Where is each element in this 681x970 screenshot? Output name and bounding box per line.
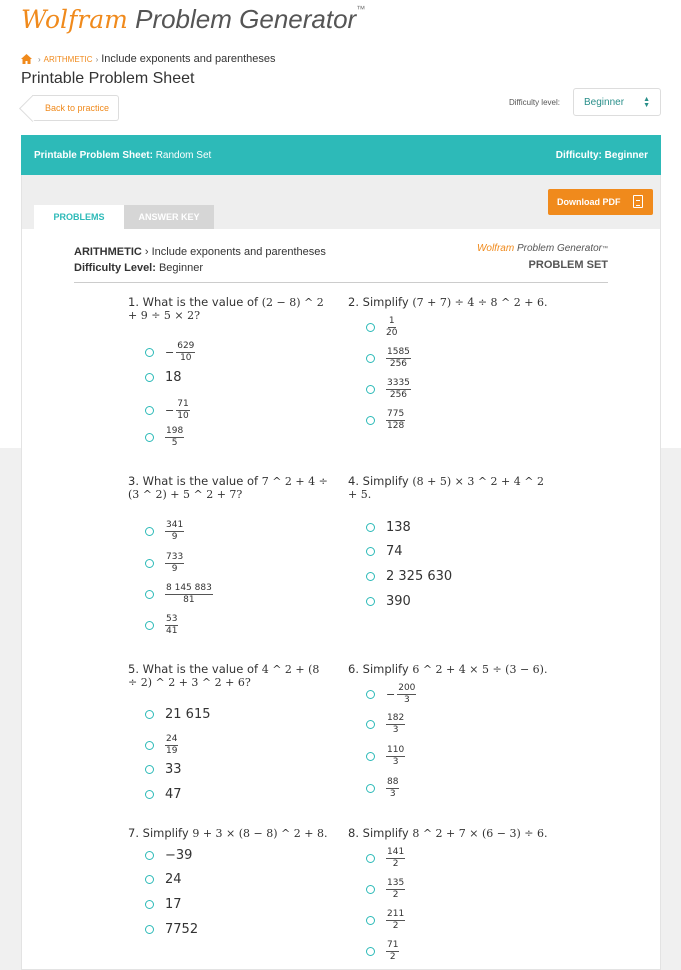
option-value: 138 xyxy=(386,520,411,535)
sheet-brand-w: Wolfram xyxy=(476,243,515,254)
radio-button[interactable] xyxy=(366,523,375,532)
fraction-denominator: 3 xyxy=(392,757,399,767)
option-value: 2 325 630 xyxy=(386,569,453,584)
problem-5-option-2[interactable] xyxy=(145,734,178,757)
problem-expression: (7 + 7) ÷ 4 ÷ 8 ^ 2 + 6. xyxy=(412,296,548,309)
problem-2-option-4[interactable] xyxy=(366,409,405,432)
difficulty-select-value: Beginner xyxy=(584,96,625,108)
fraction-denominator: 81 xyxy=(183,595,195,605)
fraction xyxy=(386,878,405,901)
problem-number: 2. xyxy=(348,295,363,309)
problem-number: 1. xyxy=(128,295,143,309)
fraction-denominator: 3 xyxy=(392,725,399,735)
problem-expression: 6 ^ 2 + 4 × 5 ÷ (3 − 6). xyxy=(412,663,548,676)
tab-answer-key[interactable]: ANSWER KEY xyxy=(124,205,214,229)
problem-5-option-4[interactable] xyxy=(145,787,182,802)
problem-7-question xyxy=(128,827,328,840)
problem-4-option-1[interactable] xyxy=(366,520,411,535)
radio-button[interactable] xyxy=(145,433,154,442)
radio-button[interactable] xyxy=(145,741,154,750)
radio-button[interactable] xyxy=(145,406,154,415)
sheet-topic: ARITHMETIC xyxy=(74,246,142,258)
radio-button[interactable] xyxy=(145,765,154,774)
problem-prompt: What is the value of xyxy=(142,662,262,676)
option-value: 7752 xyxy=(165,922,199,937)
fraction xyxy=(165,614,178,637)
fraction-denominator: 2 xyxy=(392,859,399,869)
problem-5-option-3[interactable] xyxy=(145,762,182,777)
fraction-numerator: 182 xyxy=(387,713,405,723)
fraction-denominator: 10 xyxy=(177,411,189,421)
fraction xyxy=(386,777,399,800)
problem-2-option-2[interactable] xyxy=(366,347,411,370)
option-value: 390 xyxy=(386,594,411,609)
option-value: 21 615 xyxy=(165,707,211,722)
back-to-practice-button[interactable] xyxy=(32,95,119,121)
fraction xyxy=(386,347,411,370)
problem-6-option-3[interactable] xyxy=(366,745,405,768)
fraction-numerator: 135 xyxy=(387,878,405,888)
negative-sign: − xyxy=(165,404,175,417)
problem-1-option-1[interactable] xyxy=(145,341,195,364)
fraction-denominator: 2 xyxy=(389,952,396,962)
sheet-brand-text: Problem Generator xyxy=(514,243,602,254)
fraction-numerator: 341 xyxy=(166,520,184,530)
fraction-numerator: 629 xyxy=(177,341,195,351)
option-value: 24 xyxy=(165,872,182,887)
logo-text: Problem Generator xyxy=(127,4,357,34)
fraction xyxy=(165,583,213,606)
fraction-numerator: 733 xyxy=(166,552,184,562)
problem-prompt: Simplify xyxy=(142,826,193,840)
problem-3-option-1[interactable] xyxy=(145,520,184,543)
fraction-numerator: 110 xyxy=(387,745,405,755)
problem-6-option-2[interactable] xyxy=(366,713,405,736)
fraction-numerator: 71 xyxy=(387,940,399,950)
option-value: 17 xyxy=(165,897,182,912)
difficulty-select[interactable] xyxy=(573,88,661,116)
problem-8-option-3[interactable] xyxy=(366,909,405,932)
fraction-numerator: 71 xyxy=(177,399,189,409)
fraction-denominator: 9 xyxy=(171,532,178,542)
fraction-denominator: 9 xyxy=(171,564,178,574)
fraction-denominator: 256 xyxy=(389,390,408,400)
problem-3-question xyxy=(128,475,328,501)
problem-7-option-4[interactable] xyxy=(145,922,198,937)
negative-sign: − xyxy=(386,688,396,701)
problem-3-option-2[interactable] xyxy=(145,552,184,575)
sheet-brand xyxy=(477,241,608,273)
fraction xyxy=(397,683,416,706)
fraction-numerator: 1585 xyxy=(387,347,410,357)
back-button-label: Back to practice xyxy=(44,103,110,113)
fraction-numerator: 24 xyxy=(166,734,178,744)
fraction xyxy=(165,426,184,449)
problem-8-question xyxy=(348,827,548,840)
radio-button[interactable] xyxy=(145,348,154,357)
radio-button[interactable] xyxy=(145,559,154,568)
problem-4-option-4[interactable] xyxy=(366,594,411,609)
radio-button[interactable] xyxy=(366,572,375,581)
option-value: 33 xyxy=(165,762,182,777)
fraction-numerator: 211 xyxy=(387,909,405,919)
problem-prompt: What is the value of xyxy=(142,474,262,488)
option-value: 47 xyxy=(165,787,182,802)
problem-prompt: Simplify xyxy=(362,295,413,309)
problem-number: 4. xyxy=(348,474,363,488)
negative-sign: − xyxy=(165,346,175,359)
problem-6-question xyxy=(348,663,548,676)
fraction-numerator: 198 xyxy=(166,426,184,436)
fraction xyxy=(386,713,405,736)
radio-button[interactable] xyxy=(366,947,375,956)
option-value: 74 xyxy=(386,544,403,559)
radio-button[interactable] xyxy=(366,323,375,332)
fraction-numerator: 88 xyxy=(387,777,399,787)
radio-button[interactable] xyxy=(366,885,375,894)
fraction-numerator: 141 xyxy=(387,847,405,857)
problem-prompt: Simplify xyxy=(362,826,413,840)
problem-expression: 4 ^ 2 + (8 ÷ 2) ^ 2 + 3 ^ 2 + 6? xyxy=(128,663,320,689)
fraction-denominator: 19 xyxy=(166,746,178,756)
sheet-brand-tm: ™ xyxy=(602,246,608,252)
breadcrumb-arithmetic[interactable]: ARITHMETIC xyxy=(43,54,93,64)
fraction xyxy=(386,409,405,432)
band-set-value: Random Set xyxy=(155,150,212,161)
band-title: Printable Problem Sheet: xyxy=(34,150,153,161)
radio-button[interactable] xyxy=(366,690,375,699)
sheet-difficulty-label: Difficulty Level: xyxy=(74,262,156,274)
fraction xyxy=(176,399,189,422)
radio-button[interactable] xyxy=(366,354,375,363)
radio-button[interactable] xyxy=(366,720,375,729)
problem-expression: (8 + 5) × 3 ^ 2 + 4 ^ 2 + 5. xyxy=(348,475,544,501)
radio-button[interactable] xyxy=(145,710,154,719)
fraction-numerator: 1 xyxy=(388,316,395,326)
problem-8-option-4[interactable] xyxy=(366,940,399,963)
fraction-denominator: 41 xyxy=(166,626,178,636)
problem-1-option-4[interactable] xyxy=(145,426,184,449)
fraction xyxy=(386,847,405,870)
breadcrumb-current: Include exponents and parentheses xyxy=(101,53,276,65)
fraction xyxy=(386,940,399,963)
fraction-denominator: 128 xyxy=(387,421,405,431)
radio-button[interactable] xyxy=(366,752,375,761)
problem-number: 7. xyxy=(128,826,143,840)
radio-button[interactable] xyxy=(366,916,375,925)
fraction xyxy=(165,552,184,575)
logo-brand: Wolfram xyxy=(21,5,128,34)
radio-button[interactable] xyxy=(366,784,375,793)
problem-prompt: Simplify xyxy=(362,662,413,676)
radio-button[interactable] xyxy=(366,597,375,606)
problem-5-option-1[interactable] xyxy=(145,707,211,722)
download-pdf-button[interactable] xyxy=(548,189,653,215)
fraction xyxy=(165,734,178,757)
problem-number: 6. xyxy=(348,662,363,676)
fraction-denominator: 2 xyxy=(392,890,399,900)
band-difficulty-label: Difficulty: xyxy=(555,150,602,161)
problem-7-option-3[interactable] xyxy=(145,897,182,912)
page-title: Printable Problem Sheet xyxy=(21,70,195,87)
breadcrumb-separator-icon: › xyxy=(38,54,41,64)
problem-8-option-2[interactable] xyxy=(366,878,405,901)
fraction-denominator: 3 xyxy=(389,789,396,799)
problem-4-option-3[interactable] xyxy=(366,569,452,584)
tab-problems[interactable]: PROBLEMS xyxy=(34,205,124,229)
problem-number: 5. xyxy=(128,662,143,676)
logo-trademark: ™ xyxy=(356,4,366,14)
radio-button[interactable] xyxy=(145,900,154,909)
problem-2-question xyxy=(348,296,548,309)
radio-button[interactable] xyxy=(366,385,375,394)
radio-button[interactable] xyxy=(145,875,154,884)
fraction xyxy=(165,520,184,543)
fraction-denominator: 2 xyxy=(392,921,399,931)
problem-7-option-1[interactable] xyxy=(145,848,192,863)
sheet-header-band xyxy=(21,135,661,175)
problem-number: 8. xyxy=(348,826,363,840)
fraction-denominator: 256 xyxy=(389,359,408,369)
logo[interactable] xyxy=(21,4,365,35)
fraction-denominator: 5 xyxy=(171,438,178,448)
problem-8-option-1[interactable] xyxy=(366,847,405,870)
sheet-info: ARITHMETIC › Include exponents and parentheses Difficulty Level: Beginner xyxy=(74,246,326,274)
problem-expression: 9 + 3 × (8 − 8) ^ 2 + 8. xyxy=(192,827,328,840)
fraction xyxy=(386,909,405,932)
breadcrumb-separator-icon: › xyxy=(95,54,99,64)
radio-button[interactable] xyxy=(366,547,375,556)
fraction-denominator: 3 xyxy=(403,695,410,705)
problem-2-option-3[interactable] xyxy=(366,378,411,401)
problem-set-label: PROBLEM SET xyxy=(528,259,608,271)
fraction xyxy=(176,341,195,364)
difficulty-label: Difficulty level: xyxy=(509,98,560,107)
problem-7-option-2[interactable] xyxy=(145,872,182,887)
radio-button[interactable] xyxy=(145,790,154,799)
problem-6-option-1[interactable] xyxy=(366,683,416,706)
problem-1-question xyxy=(128,296,328,322)
fraction-numerator: 200 xyxy=(398,683,416,693)
radio-button[interactable] xyxy=(145,851,154,860)
select-arrows-icon: ▲ ▼ xyxy=(643,96,650,109)
radio-button[interactable] xyxy=(145,527,154,536)
problem-expression: (2 − 8) ^ 2 + 9 ÷ 5 × 2? xyxy=(128,296,324,322)
sheet-subtopic: Include exponents and parentheses xyxy=(151,246,326,258)
problem-2-option-1[interactable] xyxy=(366,316,397,339)
fraction-numerator: 53 xyxy=(166,614,178,624)
radio-button[interactable] xyxy=(145,621,154,630)
fraction-denominator: 20 xyxy=(386,328,398,338)
option-value: 18 xyxy=(165,370,182,385)
fraction-numerator: 8 145 883 xyxy=(166,583,212,593)
problem-3-option-3[interactable] xyxy=(145,583,213,606)
problem-prompt: Simplify xyxy=(362,474,413,488)
home-icon[interactable] xyxy=(21,54,32,64)
problem-prompt: What is the value of xyxy=(142,295,262,309)
radio-button[interactable] xyxy=(366,854,375,863)
sheet-difficulty-value: Beginner xyxy=(158,262,204,274)
fraction xyxy=(386,378,411,401)
radio-button[interactable] xyxy=(366,416,375,425)
breadcrumb xyxy=(21,53,276,65)
radio-button[interactable] xyxy=(145,373,154,382)
problem-1-option-3[interactable] xyxy=(145,399,190,422)
radio-button[interactable] xyxy=(145,590,154,599)
fraction-numerator: 775 xyxy=(387,409,405,419)
problem-4-question xyxy=(348,475,548,501)
fraction-denominator: 10 xyxy=(180,353,192,363)
fraction xyxy=(386,745,405,768)
radio-button[interactable] xyxy=(145,925,154,934)
problem-1-option-2[interactable] xyxy=(145,370,182,385)
problem-4-option-2[interactable] xyxy=(366,544,403,559)
problem-number: 3. xyxy=(128,474,143,488)
divider xyxy=(74,282,608,283)
option-value: −39 xyxy=(165,848,193,863)
band-difficulty-value: Beginner xyxy=(604,150,648,161)
problem-expression: 8 ^ 2 + 7 × (6 − 3) ÷ 6. xyxy=(412,827,548,840)
problem-5-question xyxy=(128,663,328,689)
problem-6-option-4[interactable] xyxy=(366,777,399,800)
problem-3-option-4[interactable] xyxy=(145,614,178,637)
fraction xyxy=(386,316,397,339)
pdf-file-icon xyxy=(633,195,643,208)
fraction-numerator: 3335 xyxy=(387,378,410,388)
problem-expression: 7 ^ 2 + 4 ÷ (3 ^ 2) + 5 ^ 2 + 7? xyxy=(128,475,328,501)
download-pdf-label: Download PDF xyxy=(557,197,621,207)
